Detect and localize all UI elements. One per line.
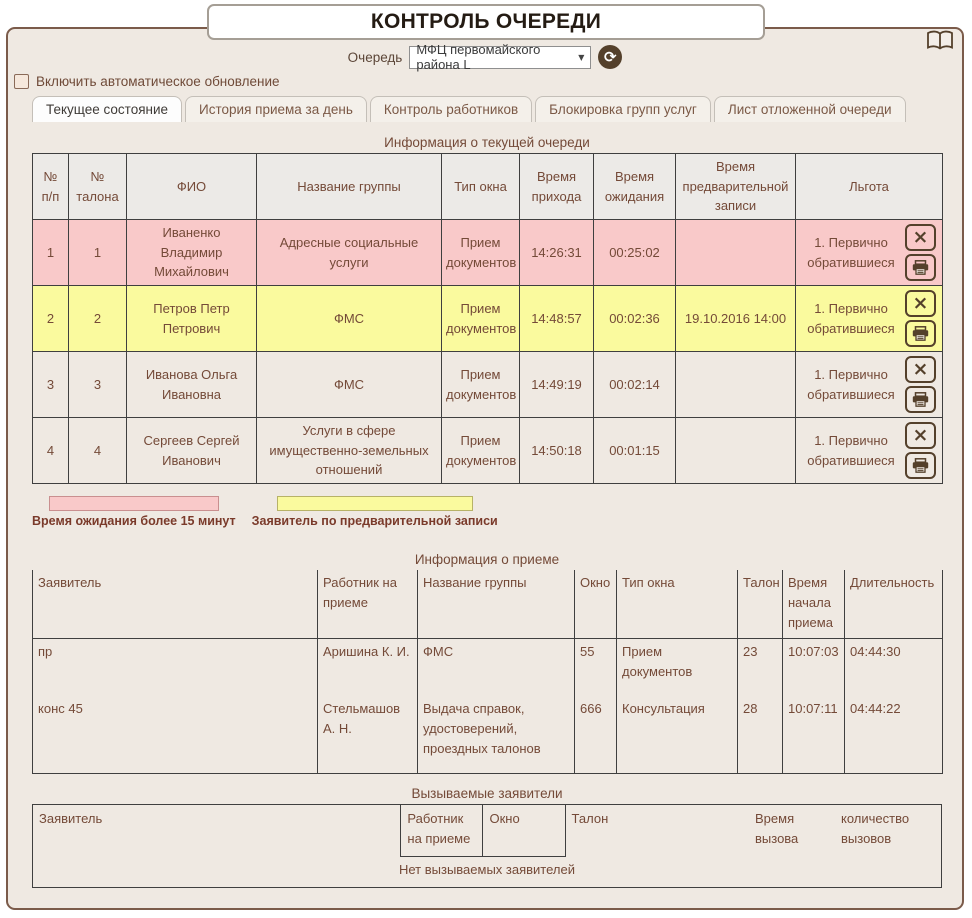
legend-label: Время ожидания более 15 минут [32, 514, 236, 528]
col-applicant: Заявитель [33, 805, 401, 857]
queue-label: Очередь [347, 49, 403, 65]
called-applicants-table [32, 804, 942, 888]
col-applicant: Заявитель [33, 570, 318, 638]
ticket-number: 3 [69, 352, 127, 418]
called-empty-text: Нет вызываемых заявителей [398, 862, 575, 878]
tab-day-history[interactable]: История приема за день [185, 96, 367, 122]
benefit-label: 1. Первично обратившиеся [807, 235, 895, 270]
book-icon [926, 30, 954, 51]
called-header-row [33, 805, 942, 857]
ticket-number: 1 [69, 220, 127, 286]
row-number: 3 [33, 352, 69, 418]
remove-ticket-button[interactable] [905, 290, 936, 317]
tab-deferred-queue[interactable]: Лист отложенной очереди [714, 96, 906, 122]
print-ticket-button[interactable] [905, 452, 936, 479]
printer-icon [912, 458, 929, 473]
group-name: Адресные социальные услуги [257, 220, 442, 286]
col-group-name: Название группы [418, 570, 575, 638]
col-fio: ФИО [127, 154, 257, 220]
legend-label: Заявитель по предварительной записи [251, 514, 498, 528]
window-type: Консультация [617, 696, 738, 774]
group-name: ФМС [257, 352, 442, 418]
col-window-type: Тип окна [442, 154, 520, 220]
print-ticket-button[interactable] [905, 386, 936, 413]
appointment-time: 19.10.2016 14:00 [676, 286, 796, 352]
col-benefit: Льгота [796, 154, 943, 220]
reception-table-row [33, 638, 943, 696]
col-appointment: Время предварительной записи [676, 154, 796, 220]
page-title [207, 4, 765, 40]
window-type: Прием документов [442, 220, 520, 286]
appointment-time [676, 418, 796, 484]
legend-item [252, 496, 498, 528]
tab-bar [32, 96, 962, 122]
main-panel [6, 27, 964, 910]
arrival-time: 14:26:31 [520, 220, 594, 286]
printer-icon [912, 326, 929, 341]
talon-number: 23 [738, 638, 783, 696]
ticket-number: 2 [69, 286, 127, 352]
queue-table-row [33, 286, 943, 352]
queue-table-row [33, 352, 943, 418]
col-ticket: № талона [69, 154, 127, 220]
queue-select-value: МФЦ первомайского района L [416, 42, 541, 72]
print-ticket-button[interactable] [905, 320, 936, 347]
worker-name: Аришина К. И. [318, 638, 418, 696]
waiting-time: 00:02:36 [594, 286, 676, 352]
arrival-time: 14:50:18 [520, 418, 594, 484]
close-icon: × [912, 292, 929, 314]
appointment-time [676, 352, 796, 418]
applicant-name: Иванова Ольга Ивановна [127, 352, 257, 418]
row-number: 2 [33, 286, 69, 352]
group-name: ФМС [418, 638, 575, 696]
chevron-down-icon: ▼ [578, 52, 585, 62]
called-title: Вызываемые заявители [411, 786, 563, 802]
applicant-name: конс 45 [33, 696, 318, 774]
window-type: Прием документов [442, 286, 520, 352]
called-empty-row [33, 857, 942, 888]
duration: 04:44:22 [845, 696, 943, 774]
legend-swatch [49, 496, 219, 511]
start-time: 10:07:11 [783, 696, 845, 774]
tab-current-state[interactable]: Текущее состояние [32, 96, 182, 122]
col-group: Название группы [257, 154, 442, 220]
refresh-icon: ⟳ [604, 47, 617, 66]
window-number: 55 [575, 638, 617, 696]
page-title-text: КОНТРОЛЬ ОЧЕРЕДИ [370, 10, 602, 33]
applicant-name: пр [33, 638, 318, 696]
col-talon: Талон [571, 811, 609, 827]
applicant-name: Иваненко Владимир Михайлович [127, 220, 257, 286]
group-name: ФМС [257, 286, 442, 352]
col-worker: Работник на приеме [318, 570, 418, 638]
worker-name: Стельмашов А. Н. [318, 696, 418, 774]
queue-select[interactable] [409, 42, 591, 72]
row-number: 1 [33, 220, 69, 286]
remove-ticket-button[interactable] [905, 422, 936, 449]
col-window: Окно [483, 805, 565, 857]
refresh-button[interactable] [598, 45, 622, 69]
col-waiting: Время ожидания [594, 154, 676, 220]
close-icon: × [912, 226, 929, 248]
window-number: 666 [575, 696, 617, 774]
col-arrival: Время прихода [520, 154, 594, 220]
applicant-name: Петров Петр Петрович [127, 286, 257, 352]
benefit-label: 1. Первично обратившиеся [807, 433, 895, 468]
reception-table-row [33, 696, 943, 774]
col-worker: Работник на приеме [401, 805, 483, 857]
window-type: Прием документов [442, 352, 520, 418]
arrival-time: 14:48:57 [520, 286, 594, 352]
talon-number: 28 [738, 696, 783, 774]
col-call-time: Время вызова [755, 811, 799, 847]
appointment-time [676, 220, 796, 286]
ticket-number: 4 [69, 418, 127, 484]
help-book-button[interactable] [926, 30, 954, 54]
close-icon: × [912, 424, 929, 446]
current-queue-title: Информация о текущей очереди [384, 135, 590, 150]
arrival-time: 14:49:19 [520, 352, 594, 418]
col-talon: Талон [738, 570, 783, 638]
col-call-count: количество вызовов [841, 811, 910, 847]
applicant-name: Сергеев Сергей Иванович [127, 418, 257, 484]
legend-item [32, 496, 236, 528]
benefit-label: 1. Первично обратившиеся [807, 367, 895, 402]
current-queue-table [32, 153, 943, 484]
tab-worker-control[interactable]: Контроль работников [370, 96, 532, 122]
print-ticket-button[interactable] [905, 254, 936, 281]
window-type: Прием документов [442, 418, 520, 484]
group-name: Услуги в сфере имущественно-земельных отношений [257, 418, 442, 484]
queue-table-row [33, 418, 943, 484]
waiting-time: 00:02:14 [594, 352, 676, 418]
reception-table [32, 570, 943, 774]
legend [32, 496, 962, 528]
start-time: 10:07:03 [783, 638, 845, 696]
queue-selector-row [8, 42, 962, 72]
reception-header-row [33, 570, 943, 638]
benefit-cell [796, 352, 943, 418]
printer-icon [912, 260, 929, 275]
benefit-cell [796, 286, 943, 352]
auto-refresh-label: Включить автоматическое обновление [36, 74, 280, 89]
col-duration: Длительность [845, 570, 943, 638]
col-talon-time-count [565, 805, 941, 857]
col-num: № п/п [33, 154, 69, 220]
printer-icon [912, 392, 929, 407]
col-start-time: Время начала приема [783, 570, 845, 638]
remove-ticket-button[interactable] [905, 356, 936, 383]
legend-swatch [277, 496, 473, 511]
queue-table-row [33, 220, 943, 286]
duration: 04:44:30 [845, 638, 943, 696]
col-window: Окно [575, 570, 617, 638]
close-icon: × [912, 358, 929, 380]
row-number: 4 [33, 418, 69, 484]
benefit-cell [796, 220, 943, 286]
col-window-type: Тип окна [617, 570, 738, 638]
waiting-time: 00:25:02 [594, 220, 676, 286]
reception-title: Информация о приеме [414, 552, 560, 567]
tab-panel-current-state [8, 135, 962, 888]
remove-ticket-button[interactable] [905, 224, 936, 251]
auto-refresh-row [14, 74, 962, 89]
group-name: Выдача справок, удостоверений, проездных талонов [418, 696, 575, 774]
benefit-cell [796, 418, 943, 484]
current-queue-header-row [33, 154, 943, 220]
window-type: Прием документов [617, 638, 738, 696]
tab-service-group-blocking[interactable]: Блокировка групп услуг [535, 96, 711, 122]
auto-refresh-checkbox[interactable] [14, 74, 29, 89]
benefit-label: 1. Первично обратившиеся [807, 301, 895, 336]
waiting-time: 00:01:15 [594, 418, 676, 484]
